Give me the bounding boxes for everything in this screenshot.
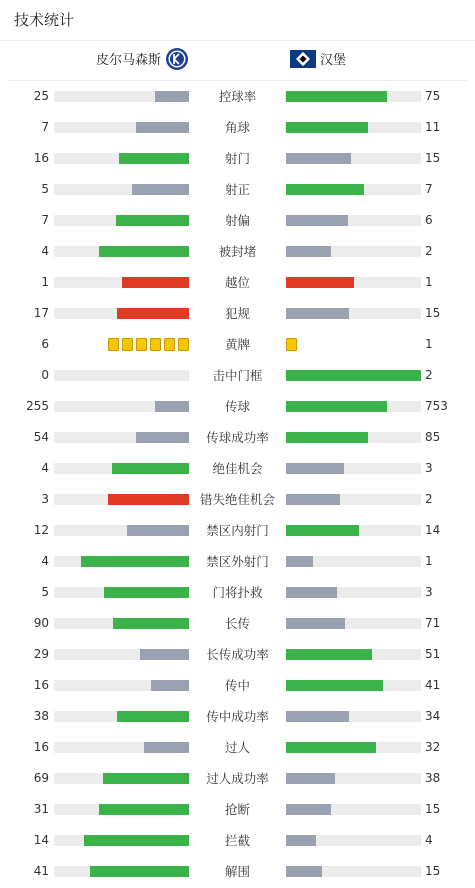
away-bar-fill bbox=[286, 401, 387, 412]
away-bar-track bbox=[286, 463, 421, 474]
home-bar-track bbox=[54, 742, 189, 753]
away-bar-fill bbox=[286, 587, 337, 598]
stat-row bbox=[0, 577, 475, 608]
away-team[interactable] bbox=[290, 50, 346, 72]
stat-label: 传中 bbox=[224, 678, 250, 693]
away-stat-value: 71 bbox=[425, 616, 441, 630]
home-team[interactable] bbox=[96, 50, 189, 72]
away-team-flag-icon bbox=[290, 50, 316, 72]
stat-label: 传中成功率 bbox=[206, 709, 269, 724]
stat-label: 长传成功率 bbox=[206, 647, 269, 662]
home-bar-track bbox=[54, 184, 189, 195]
home-bar-track bbox=[54, 246, 189, 257]
stat-row bbox=[0, 112, 475, 143]
home-stat-value: 54 bbox=[33, 430, 49, 444]
away-stat-value: 75 bbox=[425, 89, 441, 103]
away-stat-value: 2 bbox=[425, 492, 433, 506]
stat-row bbox=[0, 236, 475, 267]
away-bar-fill bbox=[286, 277, 354, 288]
away-stat-value: 1 bbox=[425, 275, 433, 289]
home-bar-fill bbox=[117, 711, 189, 722]
away-stat-value: 2 bbox=[425, 244, 433, 258]
home-bar-fill bbox=[116, 215, 189, 226]
away-stat-value: 15 bbox=[425, 864, 441, 878]
away-bar-track bbox=[286, 215, 421, 226]
home-bar-track bbox=[54, 587, 189, 598]
home-bar-track bbox=[54, 153, 189, 164]
home-bar-fill bbox=[136, 122, 189, 133]
away-stat-value: 753 bbox=[425, 399, 448, 413]
home-stat-value: 29 bbox=[33, 647, 49, 661]
home-stat-value: 31 bbox=[33, 802, 49, 816]
home-stat-value: 90 bbox=[33, 616, 49, 630]
yellow-card-icon bbox=[164, 338, 175, 351]
away-stat-value: 41 bbox=[425, 678, 441, 692]
away-bar-track bbox=[286, 742, 421, 753]
home-bar-track bbox=[54, 91, 189, 102]
home-bar-track bbox=[54, 556, 189, 567]
home-bar-fill bbox=[136, 432, 189, 443]
away-bar-fill bbox=[286, 463, 344, 474]
home-bar-fill bbox=[103, 773, 189, 784]
away-stat-value: 15 bbox=[425, 306, 441, 320]
header-divider bbox=[0, 40, 475, 41]
stat-label: 黄牌 bbox=[224, 337, 250, 352]
stat-row bbox=[0, 794, 475, 825]
away-bar-fill bbox=[286, 215, 348, 226]
stat-row bbox=[0, 391, 475, 422]
home-team-crest-icon bbox=[165, 47, 189, 75]
away-stat-value: 15 bbox=[425, 802, 441, 816]
away-bar-track bbox=[286, 184, 421, 195]
stat-label: 过人 bbox=[224, 740, 250, 755]
away-bar-fill bbox=[286, 835, 316, 846]
away-stat-value: 3 bbox=[425, 461, 433, 475]
stat-label: 长传 bbox=[224, 616, 250, 631]
away-bar-fill bbox=[286, 618, 345, 629]
home-stat-value: 1 bbox=[41, 275, 49, 289]
home-team-name: 皮尔马森斯 bbox=[95, 53, 161, 68]
stats-list bbox=[0, 81, 475, 887]
away-bar-track bbox=[286, 556, 421, 567]
yellow-card-icon bbox=[122, 338, 133, 351]
away-stat-value: 1 bbox=[425, 554, 433, 568]
away-bar-track bbox=[286, 122, 421, 133]
home-stat-value: 5 bbox=[41, 182, 49, 196]
away-stat-value: 2 bbox=[425, 368, 433, 382]
away-bar-fill bbox=[286, 649, 372, 660]
away-stat-value: 3 bbox=[425, 585, 433, 599]
home-bar-track bbox=[54, 494, 189, 505]
stat-label: 犯规 bbox=[224, 306, 250, 321]
page-title: 技术统计 bbox=[14, 11, 75, 29]
home-bar-fill bbox=[104, 587, 189, 598]
home-bar-track bbox=[54, 618, 189, 629]
away-stat-value: 7 bbox=[425, 182, 433, 196]
home-stat-value: 25 bbox=[33, 89, 49, 103]
stat-label: 门将扑救 bbox=[212, 585, 263, 600]
away-stat-value: 85 bbox=[425, 430, 441, 444]
home-stat-value: 3 bbox=[41, 492, 49, 506]
home-stat-value: 0 bbox=[41, 368, 49, 382]
home-bar-fill bbox=[99, 804, 189, 815]
stat-label: 射偏 bbox=[224, 213, 250, 228]
stat-label: 禁区外射门 bbox=[206, 554, 269, 569]
stat-label: 拦截 bbox=[224, 833, 250, 848]
stat-label: 角球 bbox=[224, 120, 250, 135]
stat-row bbox=[0, 701, 475, 732]
home-bar-track bbox=[54, 215, 189, 226]
away-bar-track bbox=[286, 649, 421, 660]
stat-row bbox=[0, 329, 475, 360]
home-stat-value: 4 bbox=[41, 554, 49, 568]
away-bar-track bbox=[286, 866, 421, 877]
home-yellow-cards bbox=[108, 338, 189, 351]
away-bar-track bbox=[286, 804, 421, 815]
home-bar-track bbox=[54, 773, 189, 784]
home-bar-fill bbox=[140, 649, 189, 660]
yellow-card-icon bbox=[136, 338, 147, 351]
home-bar-track bbox=[54, 122, 189, 133]
away-bar-track bbox=[286, 773, 421, 784]
home-bar-fill bbox=[84, 835, 189, 846]
away-bar-fill bbox=[286, 432, 368, 443]
away-bar-fill bbox=[286, 153, 351, 164]
away-stat-value: 1 bbox=[425, 337, 433, 351]
home-bar-fill bbox=[99, 246, 189, 257]
stat-label: 过人成功率 bbox=[206, 771, 269, 786]
home-bar-fill bbox=[113, 618, 189, 629]
away-bar-track bbox=[286, 587, 421, 598]
stat-label: 被封堵 bbox=[218, 244, 257, 259]
away-bar-fill bbox=[286, 556, 313, 567]
away-stat-value: 15 bbox=[425, 151, 441, 165]
home-bar-fill bbox=[155, 401, 189, 412]
home-stat-value: 5 bbox=[41, 585, 49, 599]
home-stat-value: 255 bbox=[26, 399, 49, 413]
stat-label: 抢断 bbox=[224, 802, 250, 817]
home-bar-track bbox=[54, 866, 189, 877]
away-bar-track bbox=[286, 680, 421, 691]
stat-row bbox=[0, 484, 475, 515]
home-stat-value: 4 bbox=[41, 244, 49, 258]
home-bar-track bbox=[54, 804, 189, 815]
yellow-card-icon bbox=[150, 338, 161, 351]
home-bar-track bbox=[54, 370, 189, 381]
home-stat-value: 16 bbox=[33, 740, 49, 754]
stat-row bbox=[0, 639, 475, 670]
stat-row bbox=[0, 174, 475, 205]
away-bar-track bbox=[286, 401, 421, 412]
stat-row bbox=[0, 205, 475, 236]
stat-row bbox=[0, 856, 475, 887]
home-stat-value: 7 bbox=[41, 120, 49, 134]
away-team-name: 汉堡 bbox=[320, 53, 347, 68]
home-bar-track bbox=[54, 835, 189, 846]
away-bar-track bbox=[286, 494, 421, 505]
away-bar-fill bbox=[286, 494, 340, 505]
away-stat-value: 51 bbox=[425, 647, 441, 661]
home-bar-fill bbox=[108, 494, 189, 505]
stat-row bbox=[0, 763, 475, 794]
away-bar-fill bbox=[286, 91, 387, 102]
away-bar-fill bbox=[286, 804, 331, 815]
away-bar-track bbox=[286, 835, 421, 846]
home-stat-value: 16 bbox=[33, 151, 49, 165]
stat-label: 射正 bbox=[224, 182, 250, 197]
stat-row bbox=[0, 670, 475, 701]
home-stat-value: 12 bbox=[33, 523, 49, 537]
home-bar-track bbox=[54, 401, 189, 412]
home-bar-track bbox=[54, 649, 189, 660]
away-bar-track bbox=[286, 432, 421, 443]
away-bar-fill bbox=[286, 525, 359, 536]
home-stat-value: 4 bbox=[41, 461, 49, 475]
away-stat-value: 34 bbox=[425, 709, 441, 723]
stat-row bbox=[0, 515, 475, 546]
home-bar-fill bbox=[112, 463, 189, 474]
home-bar-track bbox=[54, 308, 189, 319]
yellow-card-icon bbox=[178, 338, 189, 351]
away-bar-fill bbox=[286, 370, 421, 381]
stat-label: 解围 bbox=[224, 864, 250, 879]
stat-label: 禁区内射门 bbox=[206, 523, 269, 538]
home-stat-value: 14 bbox=[33, 833, 49, 847]
away-bar-fill bbox=[286, 122, 368, 133]
stat-row bbox=[0, 298, 475, 329]
home-bar-fill bbox=[90, 866, 189, 877]
home-stat-value: 16 bbox=[33, 678, 49, 692]
stat-row bbox=[0, 360, 475, 391]
away-bar-track bbox=[286, 308, 421, 319]
stat-row bbox=[0, 81, 475, 112]
home-stat-value: 38 bbox=[33, 709, 49, 723]
away-bar-fill bbox=[286, 773, 335, 784]
yellow-card-icon bbox=[286, 338, 297, 351]
stat-label: 错失绝佳机会 bbox=[200, 492, 276, 507]
stat-label: 传球成功率 bbox=[206, 430, 269, 445]
home-bar-fill bbox=[132, 184, 189, 195]
stat-row bbox=[0, 608, 475, 639]
away-stat-value: 11 bbox=[425, 120, 441, 134]
home-stat-value: 6 bbox=[41, 337, 49, 351]
home-stat-value: 69 bbox=[33, 771, 49, 785]
away-stat-value: 32 bbox=[425, 740, 441, 754]
away-stat-value: 6 bbox=[425, 213, 433, 227]
away-bar-fill bbox=[286, 680, 383, 691]
away-bar-fill bbox=[286, 711, 349, 722]
stat-label: 射门 bbox=[224, 151, 250, 166]
stat-row bbox=[0, 825, 475, 856]
away-bar-fill bbox=[286, 866, 322, 877]
away-bar-track bbox=[286, 370, 421, 381]
away-bar-track bbox=[286, 277, 421, 288]
away-bar-fill bbox=[286, 246, 331, 257]
home-bar-fill bbox=[119, 153, 189, 164]
stat-row bbox=[0, 267, 475, 298]
home-bar-fill bbox=[151, 680, 189, 691]
stat-row bbox=[0, 546, 475, 577]
stat-label: 越位 bbox=[224, 275, 250, 290]
away-stat-value: 4 bbox=[425, 833, 433, 847]
stat-row bbox=[0, 422, 475, 453]
away-bar-track bbox=[286, 525, 421, 536]
away-bar-fill bbox=[286, 742, 376, 753]
home-bar-fill bbox=[155, 91, 189, 102]
home-bar-track bbox=[54, 680, 189, 691]
stat-label: 传球 bbox=[224, 399, 250, 414]
home-bar-track bbox=[54, 525, 189, 536]
away-bar-track bbox=[286, 246, 421, 257]
home-bar-track bbox=[54, 432, 189, 443]
home-bar-fill bbox=[81, 556, 189, 567]
away-bar-track bbox=[286, 91, 421, 102]
away-stat-value: 14 bbox=[425, 523, 441, 537]
away-bar-track bbox=[286, 153, 421, 164]
stat-row bbox=[0, 453, 475, 484]
stat-label: 绝佳机会 bbox=[212, 461, 263, 476]
away-bar-fill bbox=[286, 184, 364, 195]
stat-row bbox=[0, 143, 475, 174]
home-stat-value: 7 bbox=[41, 213, 49, 227]
home-stat-value: 17 bbox=[33, 306, 49, 320]
away-bar-fill bbox=[286, 308, 349, 319]
home-bar-fill bbox=[127, 525, 189, 536]
home-bar-fill bbox=[122, 277, 190, 288]
away-stat-value: 38 bbox=[425, 771, 441, 785]
stat-label: 击中门框 bbox=[212, 368, 263, 383]
stat-label: 控球率 bbox=[218, 89, 257, 104]
home-bar-track bbox=[54, 463, 189, 474]
home-bar-fill bbox=[117, 308, 189, 319]
away-yellow-cards bbox=[286, 338, 297, 351]
away-bar-track bbox=[286, 618, 421, 629]
home-bar-track bbox=[54, 277, 189, 288]
stat-row bbox=[0, 732, 475, 763]
home-bar-fill bbox=[144, 742, 189, 753]
home-stat-value: 41 bbox=[33, 864, 49, 878]
home-bar-track bbox=[54, 711, 189, 722]
yellow-card-icon bbox=[108, 338, 119, 351]
away-bar-track bbox=[286, 711, 421, 722]
